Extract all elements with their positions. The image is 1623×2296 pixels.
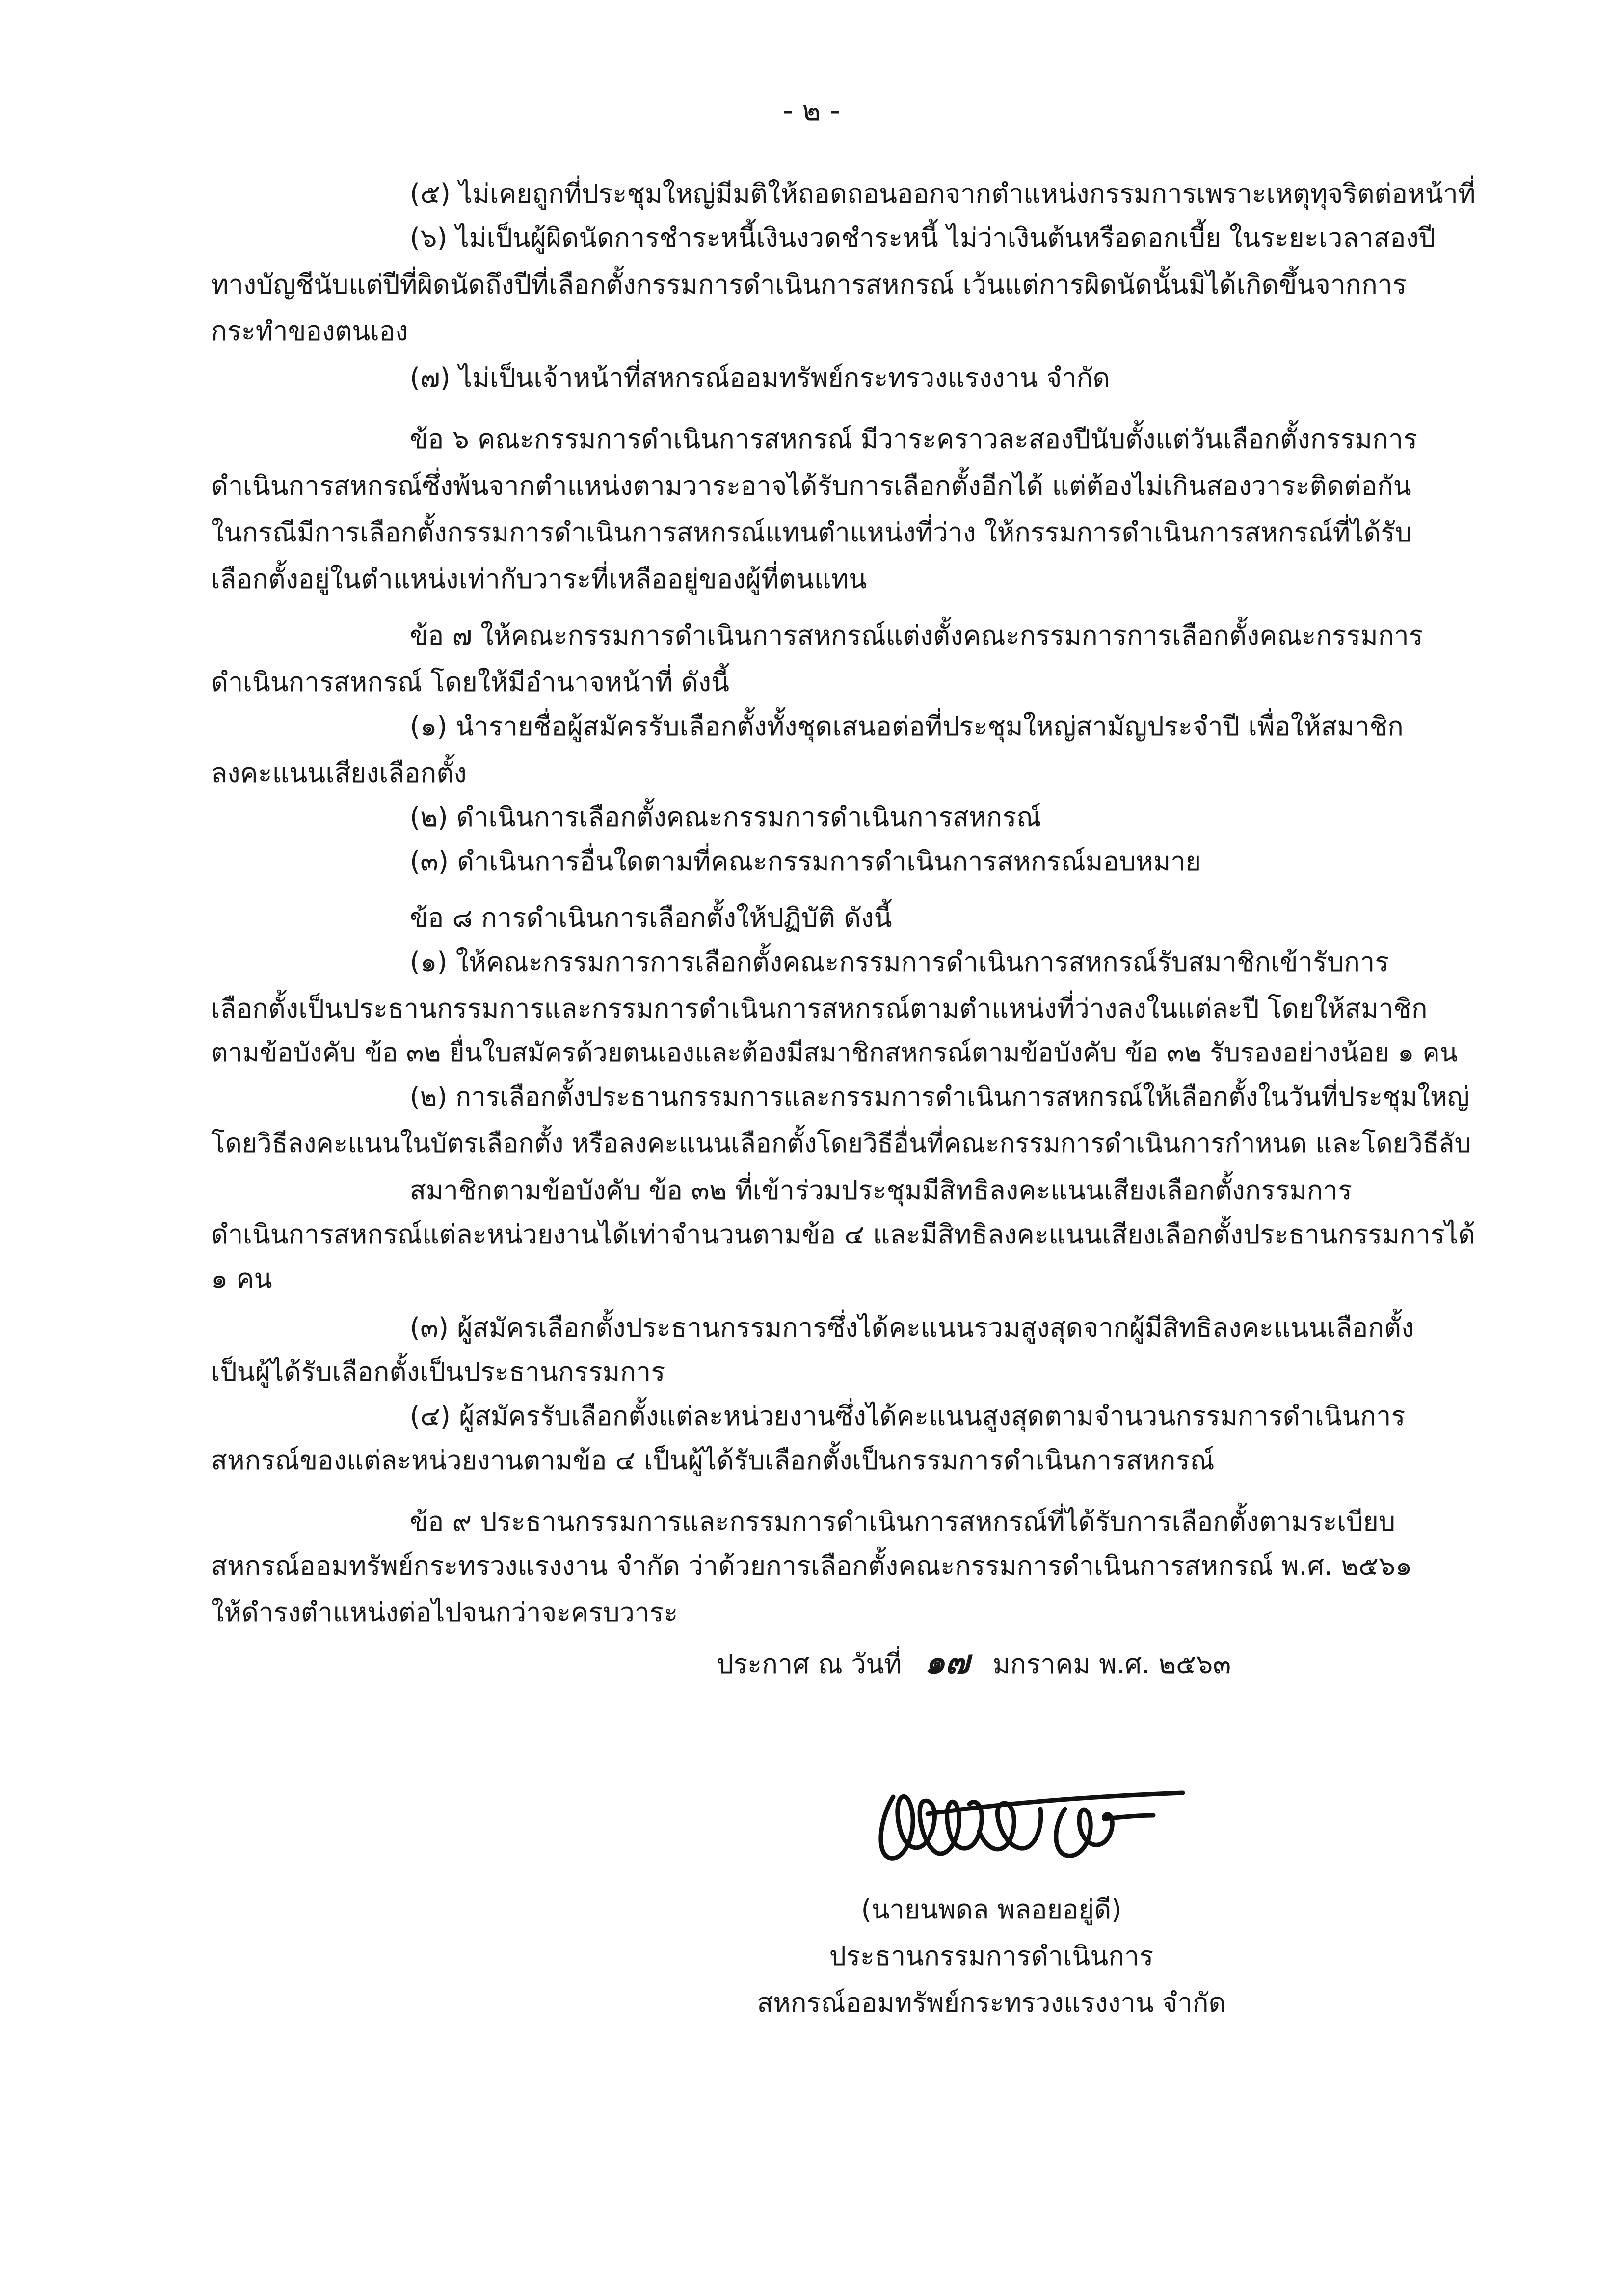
article-8-item-3-line-1: (๓) ผู้สมัครเลือกตั้งประธานกรรมการซึ่งได้คะแนนรวมสูงสุดจากผู้มีสิทธิลงคะแนนเลือกตั้ง	[410, 1312, 1414, 1343]
clause-7-line-1: (๗) ไม่เป็นเจ้าหน้าที่สหกรณ์ออมทรัพย์กระทรวงแรงงาน จำกัด	[410, 362, 1110, 393]
article-8-item-2-line-4: ดำเนินการสหกรณ์แต่ละหน่วยงานได้เท่าจำนวนตามข้อ ๔ และมีสิทธิลงคะแนนเสียงเลือกตั้งประธานกรรมการได้	[211, 1219, 1476, 1250]
article-9-line-3: ให้ดำรงตำแหน่งต่อไปจนกว่าจะครบวาระ	[211, 1597, 678, 1628]
signatory-position-2: สหกรณ์ออมทรัพย์กระทรวงแรงงาน จำกัด	[757, 1987, 1226, 2018]
article-8-line-1: ข้อ ๘ การดำเนินการเลือกตั้งให้ปฏิบัติ ดังนี้	[410, 902, 892, 933]
article-7-line-1: ข้อ ๗ ให้คณะกรรมการดำเนินการสหกรณ์แต่งตั้งคณะกรรมการการเลือกตั้งคณะกรรมการ	[410, 620, 1423, 651]
article-8-item-4-line-2: สหกรณ์ของแต่ละหน่วยงานตามข้อ ๔ เป็นผู้ได้รับเลือกตั้งเป็นกรรมการดำเนินการสหกรณ์	[211, 1445, 1215, 1476]
handwritten-signature	[874, 1762, 1188, 1875]
clause-6-line-2: ทางบัญชีนับแต่ปีที่ผิดนัดถึงปีที่เลือกตั้งกรรมการดำเนินการสหกรณ์ เว้นแต่การผิดนัดนั้นมิได้เกิดขึ้นจากการ	[211, 269, 1407, 300]
article-8-item-2-line-5: ๑ คน	[211, 1263, 272, 1294]
page-number: - ๒ -	[783, 94, 840, 127]
article-8-item-2-line-3: สมาชิกตามข้อบังคับ ข้อ ๓๒ ที่เข้าร่วมประชุมมีสิทธิลงคะแนนเสียงเลือกตั้งกรรมการ	[410, 1175, 1352, 1206]
clause-6-line-3: กระทำของตนเอง	[211, 316, 408, 347]
article-7-item-2: (๒) ดำเนินการเลือกตั้งคณะกรรมการดำเนินการสหกรณ์	[410, 802, 1041, 833]
announcement-prefix: ประกาศ ณ วันที่	[717, 1648, 902, 1679]
article-8-item-1-line-1: (๑) ให้คณะกรรมการการเลือกตั้งคณะกรรมการดำเนินการสหกรณ์รับสมาชิกเข้ารับการ	[410, 946, 1389, 977]
signatory-position-1: ประธานกรรมการดำเนินการ	[829, 1941, 1154, 1972]
announcement-date	[717, 1642, 1231, 1684]
article-8-item-2-line-1: (๒) การเลือกตั้งประธานกรรมการและกรรมการดำเนินการสหกรณ์ให้เลือกตั้งในวันที่ประชุมใหญ่	[410, 1082, 1470, 1112]
article-9-line-2: สหกรณ์ออมทรัพย์กระทรวงแรงงาน จำกัด ว่าด้วยการเลือกตั้งคณะกรรมการดำเนินการสหกรณ์ พ.ศ. ๒๕๖๑	[211, 1550, 1412, 1581]
article-7-item-1-line-2: ลงคะแนนเสียงเลือกตั้ง	[211, 757, 467, 788]
article-8-item-1-line-2: เลือกตั้งเป็นประธานกรรมการและกรรมการดำเนินการสหกรณ์ตามตำแหน่งที่ว่างลงในแต่ละปี โดยให้สมาชิก	[211, 993, 1428, 1024]
article-6-line-1: ข้อ ๖ คณะกรรมการดำเนินการสหกรณ์ มีวาระคราวละสองปีนับตั้งแต่วันเลือกตั้งกรรมการ	[410, 424, 1418, 455]
announcement-day: ๑๗	[925, 1643, 970, 1681]
article-8-item-1-line-3: ตามข้อบังคับ ข้อ ๓๒ ยื่นใบสมัครด้วยตนเองและต้องมีสมาชิกสหกรณ์ตามข้อบังคับ ข้อ ๓๒ รับรองอย่างน้อย ๑ คน	[211, 1038, 1458, 1068]
announcement-month-year: มกราคม พ.ศ. ๒๕๖๓	[992, 1648, 1231, 1679]
article-9-line-1: ข้อ ๙ ประธานกรรมการและกรรมการดำเนินการสหกรณ์ที่ได้รับการเลือกตั้งตามระเบียบ	[410, 1506, 1396, 1537]
article-7-item-3: (๓) ดำเนินการอื่นใดตามที่คณะกรรมการดำเนินการสหกรณ์มอบหมาย	[410, 846, 1201, 877]
clause-5-line-1: (๕) ไม่เคยถูกที่ประชุมใหญ่มีมติให้ถอดถอนออกจากตำแหน่งกรรมการเพราะเหตุทุจริตต่อหน้าที่	[410, 178, 1476, 209]
clause-6-line-1: (๖) ไม่เป็นผู้ผิดนัดการชำระหนี้เงินงวดชำระหนี้ ไม่ว่าเงินต้นหรือดอกเบี้ย ในระยะเวลาสองปี	[410, 222, 1436, 253]
article-6-line-2: ดำเนินการสหกรณ์ซึ่งพ้นจากตำแหน่งตามวาระอาจได้รับการเลือกตั้งอีกได้ แต่ต้องไม่เกินสองวาระติดต่อกัน	[211, 470, 1411, 501]
article-8-item-2-line-2: โดยวิธีลงคะแนนในบัตรเลือกตั้ง หรือลงคะแนนเลือกตั้งโดยวิธีอื่นที่คณะกรรมการดำเนินการกำหนด และโดยวิธีลับ	[211, 1129, 1471, 1159]
article-7-line-2: ดำเนินการสหกรณ์ โดยให้มีอำนาจหน้าที่ ดังนี้	[211, 667, 730, 698]
signatory-name: (นายนพดล พลอยอยู่ดี)	[861, 1894, 1122, 1925]
article-6-line-4: เลือกตั้งอยู่ในตำแหน่งเท่ากับวาระที่เหลืออยู่ของผู้ที่ตนแทน	[211, 564, 867, 594]
article-7-item-1-line-1: (๑) นำรายชื่อผู้สมัครรับเลือกตั้งทั้งชุดเสนอต่อที่ประชุมใหญ่สามัญประจำปี เพื่อให้สมาชิก	[410, 711, 1404, 742]
article-8-item-3-line-2: เป็นผู้ได้รับเลือกตั้งเป็นประธานกรรมการ	[211, 1356, 665, 1387]
article-8-item-4-line-1: (๔) ผู้สมัครรับเลือกตั้งแต่ละหน่วยงานซึ่งได้คะแนนสูงสุดตามจำนวนกรรมการดำเนินการ	[410, 1401, 1406, 1432]
article-6-line-3: ในกรณีมีการเลือกตั้งกรรมการดำเนินการสหกรณ์แทนตำแหน่งที่ว่าง ให้กรรมการดำเนินการสหกรณ์ที่ได้รับ	[211, 517, 1412, 548]
